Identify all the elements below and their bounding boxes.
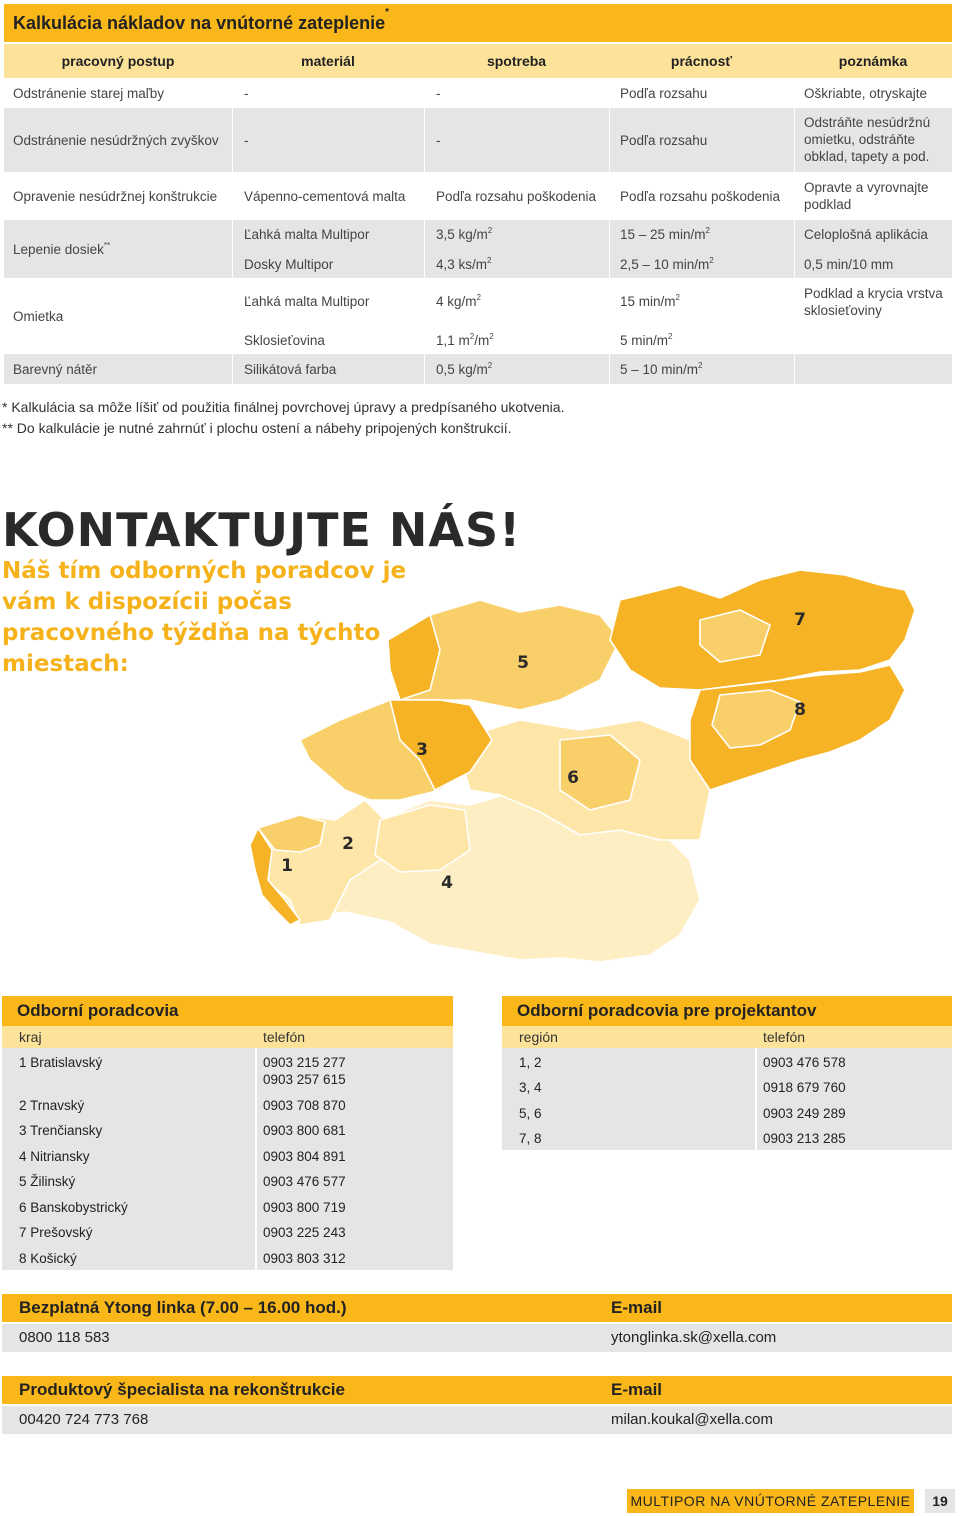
advisor-phone: 0903 708 870 bbox=[263, 1098, 346, 1113]
map-label-4: 4 bbox=[441, 873, 453, 893]
cell-postup: Opravenie nesúdržnej konštrukcie bbox=[13, 189, 218, 204]
cell-poznamka: Opravte a vyrovnajte podklad bbox=[804, 180, 929, 212]
cell-material: Silikátová farba bbox=[244, 362, 337, 377]
hotline-email[interactable]: ytonglinka.sk@xella.com bbox=[611, 1329, 777, 1346]
hotline-phone[interactable]: 0800 118 583 bbox=[19, 1329, 110, 1346]
cell-spotreba: - bbox=[436, 86, 441, 101]
cell-pracnost: Podľa rozsahu bbox=[620, 133, 708, 148]
advisors-col-region: kraj bbox=[19, 1029, 42, 1045]
cell-pracnost: 5 – 10 $\min/m^2$ bbox=[620, 361, 703, 377]
advisor-phone: 0903 215 277 bbox=[263, 1055, 346, 1070]
cell-material: Ľahká malta Multipor bbox=[244, 294, 370, 309]
designers-col-region: región bbox=[519, 1029, 558, 1045]
table-row bbox=[4, 354, 952, 384]
cell-spotreba: Podľa rozsahu poškodenia bbox=[436, 189, 597, 204]
cell-pracnost: 2,5 – 10 $\min/m^2$ bbox=[620, 256, 714, 272]
map-label-7: 7 bbox=[794, 610, 806, 630]
cell-poznamka: Podklad a krycia vrstva sklosieťoviny bbox=[804, 286, 943, 318]
advisor-phone-2: 0903 257 615 bbox=[263, 1072, 346, 1087]
advisor-phone: 0903 800 719 bbox=[263, 1200, 346, 1215]
column-divider bbox=[794, 78, 795, 384]
table-row bbox=[4, 172, 952, 220]
cell-spotreba: 1,1 $m^2/m^2$ bbox=[436, 332, 494, 348]
designer-phone: 0903 249 289 bbox=[763, 1106, 846, 1121]
table-row bbox=[4, 278, 952, 354]
designers-body bbox=[502, 1048, 952, 1150]
advisor-region: 3 Trenčiansky bbox=[19, 1123, 103, 1138]
map-label-3: 3 bbox=[416, 740, 428, 760]
advisor-phone: 0903 803 312 bbox=[263, 1251, 346, 1266]
cell-poznamka: Odstráňte nesúdržnú omietku, odstráňte obklad, tapety a pod. bbox=[804, 115, 931, 164]
header-pracnost: prácnosť bbox=[670, 53, 733, 69]
contact-heading: KONTAKTUJTE NÁS! bbox=[2, 503, 522, 557]
footnote-1: * Kalkulácia sa môže líšiť od použitia finálnej povrchovej úpravy a predpísaného ukotvenia. bbox=[2, 399, 565, 415]
cell-spotreba: 0,5 $kg/m^2$ bbox=[436, 361, 493, 377]
header-poznamka: poznámka bbox=[838, 53, 908, 69]
designer-phone: 0918 679 760 bbox=[763, 1080, 846, 1095]
specialist-values bbox=[2, 1406, 952, 1434]
page-number: 19 bbox=[925, 1489, 955, 1513]
cell-postup: Odstránenie starej maľby bbox=[13, 86, 165, 101]
specialist-band bbox=[2, 1376, 952, 1404]
designers-header bbox=[502, 1026, 952, 1048]
map-label-8: 8 bbox=[794, 700, 806, 720]
cell-pracnost: Podľa rozsahu poškodenia bbox=[620, 189, 781, 204]
hotline-band bbox=[2, 1294, 952, 1322]
cell-spotreba: 4,3 $ks/m^2$ bbox=[436, 256, 492, 272]
cell-postup: Odstránenie nesúdržných zvyškov bbox=[13, 133, 219, 148]
advisor-region: 5 Žilinský bbox=[19, 1174, 76, 1189]
cell-material: Ľahká malta Multipor bbox=[244, 227, 370, 242]
specialist-title: Produktový špecialista na rekonštrukcie bbox=[19, 1380, 345, 1399]
hotline-email-label: E-mail bbox=[611, 1298, 663, 1317]
advisors-header bbox=[2, 1026, 453, 1048]
map-label-5: 5 bbox=[517, 653, 529, 673]
advisors-divider bbox=[255, 1048, 257, 1270]
header-postup: pracovný postup bbox=[61, 53, 175, 69]
advisors-col-phone: telefón bbox=[263, 1029, 306, 1045]
cost-table-title: Kalkulácia nákladov na vnútorné zateplenie* bbox=[4, 4, 952, 42]
advisor-phone: 0903 804 891 bbox=[263, 1149, 346, 1164]
designer-region: 1, 2 bbox=[519, 1055, 542, 1070]
cost-table-header bbox=[4, 44, 952, 78]
cell-spotreba: 4 $kg/m^2$ bbox=[436, 293, 481, 309]
designers-col-phone: telefón bbox=[763, 1029, 806, 1045]
column-divider bbox=[232, 78, 233, 384]
hotline-title: Bezplatná Ytong linka (7.00 – 16.00 hod.) bbox=[19, 1298, 347, 1317]
cell-pracnost: 15 $\min/m^2$ bbox=[620, 293, 680, 309]
advisor-phone: 0903 225 243 bbox=[263, 1225, 346, 1240]
map-label-1: 1 bbox=[281, 856, 293, 876]
header-material: materiál bbox=[301, 53, 355, 69]
designer-region: 3, 4 bbox=[519, 1080, 542, 1095]
hotline-values bbox=[2, 1324, 952, 1352]
advisor-region: 2 Trnavský bbox=[19, 1098, 85, 1113]
advisor-region: 1 Bratislavský bbox=[19, 1055, 103, 1070]
cell-pracnost: Podľa rozsahu bbox=[620, 86, 708, 101]
table-row bbox=[4, 78, 952, 108]
cell-material: Vápenno-cementová malta bbox=[244, 189, 406, 204]
cell-spotreba: 3,5 $kg/m^2$ bbox=[436, 226, 493, 242]
advisor-region: 7 Prešovský bbox=[19, 1225, 93, 1240]
cell-material: - bbox=[244, 86, 249, 101]
specialist-email[interactable]: milan.koukal@xella.com bbox=[611, 1411, 773, 1428]
table-row bbox=[4, 220, 952, 278]
cell-pracnost: 5 $\min/m^2$ bbox=[620, 332, 673, 348]
column-divider bbox=[609, 78, 610, 384]
cell-postup: Barevný nátěr bbox=[13, 362, 98, 377]
advisors-title: Odborní poradcovia bbox=[2, 996, 453, 1026]
cell-postup: Lepenie dosiek** bbox=[13, 241, 111, 257]
header-spotreba: spotreba bbox=[486, 53, 547, 69]
designer-region: 7, 8 bbox=[519, 1131, 542, 1146]
designer-phone: 0903 213 285 bbox=[763, 1131, 846, 1146]
specialist-phone[interactable]: 00420 724 773 768 bbox=[19, 1411, 149, 1428]
footnote-2: ** Do kalkulácie je nutné zahrnúť i plochu ostení a nábehy pripojených konštrukcií. bbox=[2, 420, 512, 436]
cell-spotreba: - bbox=[436, 133, 441, 148]
map-label-6: 6 bbox=[567, 768, 579, 788]
advisor-region: 6 Banskobystrický bbox=[19, 1200, 128, 1215]
cell-material: - bbox=[244, 133, 249, 148]
contact-subheading: Náš tím odborných poradcov je vám k dispozícii počas pracovného týždňa na týchto miestach: bbox=[2, 558, 407, 677]
column-divider bbox=[424, 78, 425, 384]
map-label-2: 2 bbox=[342, 834, 354, 854]
advisor-region: 4 Nitriansky bbox=[19, 1149, 90, 1164]
advisor-phone: 0903 476 577 bbox=[263, 1174, 346, 1189]
designers-divider bbox=[755, 1048, 757, 1150]
specialist-email-label: E-mail bbox=[611, 1380, 663, 1399]
advisor-phone: 0903 800 681 bbox=[263, 1123, 346, 1138]
advisor-region: 8 Košický bbox=[19, 1251, 77, 1266]
designer-region: 5, 6 bbox=[519, 1106, 542, 1121]
cell-poznamka: Celoplošná aplikácia bbox=[804, 227, 928, 242]
designer-phone: 0903 476 578 bbox=[763, 1055, 846, 1070]
cell-postup: Omietka bbox=[13, 309, 64, 324]
table-row bbox=[4, 108, 952, 172]
cell-poznamka: Oškriabte, otryskajte bbox=[804, 86, 928, 101]
cell-material: Dosky Multipor bbox=[244, 257, 334, 272]
cell-pracnost: 15 – 25 $\min/m^2$ bbox=[620, 226, 710, 242]
cell-poznamka: 0,5 min/10 mm bbox=[804, 257, 894, 272]
footer-label: MULTIPOR NA VNÚTORNÉ ZATEPLENIE bbox=[627, 1489, 914, 1513]
designers-title: Odborní poradcovia pre projektantov bbox=[502, 996, 952, 1026]
cell-material: Sklosieťovina bbox=[244, 333, 325, 348]
